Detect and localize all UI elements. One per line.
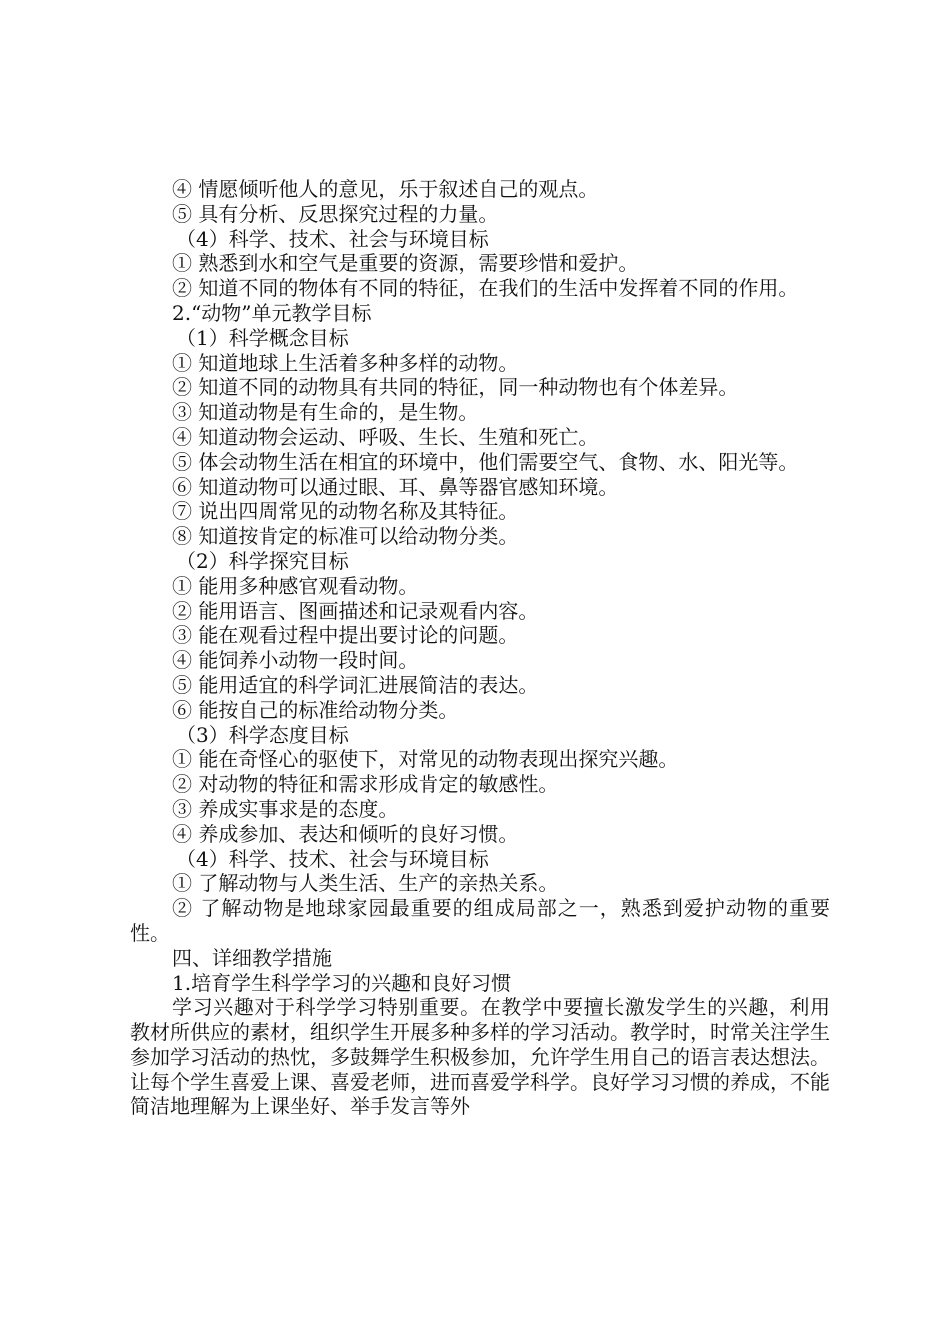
paragraph-line: ⑤ 具有分析、反思探究过程的力量。 — [172, 201, 499, 226]
section-subheading: （3）科学态度目标 — [176, 722, 349, 747]
paragraph-line: ⑤ 能用适宜的科学词汇进展简洁的表达。 — [172, 672, 539, 697]
paragraph-line: ⑤ 体会动物生活在相宜的环境中，他们需要空气、食物、水、阳光等。 — [172, 449, 799, 474]
paragraph-line: ③ 养成实事求是的态度。 — [172, 796, 399, 821]
paragraph-line: ① 知道地球上生活着多种多样的动物。 — [172, 350, 519, 375]
section-subheading: （4）科学、技术、社会与环境目标 — [176, 226, 489, 251]
paragraph-line: ④ 能饲养小动物一段时间。 — [172, 648, 419, 673]
paragraph-line: ① 熟悉到水和空气是重要的资源，需要珍惜和爱护。 — [172, 251, 639, 276]
body-paragraph: 学习兴趣对于科学学习特别重要。在教学中要擅长激发学生的兴趣，利用教材所供应的素材，组织学生开展多种多样的学习活动。教学时，时常关注学生参加学习活动的热忱，多鼓舞学生积极参加，允许学生用自己的语言表达想法。让每个学生喜爱上课、喜爱老师，进而喜爱学科学。良好学习习惯的养成，不能简洁地理解为上课坐好、举手发言等外 — [130, 995, 830, 1119]
paragraph-line: ③ 知道动物是有生命的，是生物。 — [172, 400, 479, 425]
paragraph-line: ⑥ 能按自己的标准给动物分类。 — [172, 697, 459, 722]
paragraph-line: ① 能用多种感官观看动物。 — [172, 573, 419, 598]
paragraph-line: ① 能在奇怪心的驱使下，对常见的动物表现出探究兴趣。 — [172, 747, 679, 772]
section-heading: 2.“动物”单元教学目标 — [172, 300, 372, 325]
section-subheading: （1）科学概念目标 — [176, 325, 349, 350]
paragraph-line: ⑥ 知道动物可以通过眼、耳、鼻等器官感知环境。 — [172, 474, 619, 499]
paragraph-line: ④ 养成参加、表达和倾听的良好习惯。 — [172, 821, 519, 846]
section-heading: 四、详细教学措施 — [172, 945, 332, 970]
document-body — [130, 177, 830, 1119]
paragraph-line: ④ 情愿倾听他人的意见，乐于叙述自己的观点。 — [172, 177, 599, 201]
paragraph-line: ⑧ 知道按肯定的标准可以给动物分类。 — [172, 524, 519, 549]
paragraph-line: ② 知道不同的物体有不同的特征，在我们的生活中发挥着不同的作用。 — [172, 276, 799, 301]
section-subheading: 1.培育学生科学学习的兴趣和良好习惯 — [172, 970, 512, 995]
paragraph-line: ② 了解动物是地球家园最重要的组成局部之一，熟悉到爱护动物的重要性。 — [130, 896, 830, 945]
paragraph-line: ③ 能在观看过程中提出要讨论的问题。 — [172, 623, 519, 648]
paragraph-line: ② 知道不同的动物具有共同的特征，同一种动物也有个体差异。 — [172, 375, 739, 400]
paragraph-line: ② 能用语言、图画描述和记录观看内容。 — [172, 598, 539, 623]
paragraph-line: ② 对动物的特征和需求形成肯定的敏感性。 — [172, 772, 559, 797]
paragraph-line: ④ 知道动物会运动、呼吸、生长、生殖和死亡。 — [172, 424, 599, 449]
paragraph-line: ① 了解动物与人类生活、生产的亲热关系。 — [172, 871, 559, 896]
section-subheading: （4）科学、技术、社会与环境目标 — [176, 846, 489, 871]
paragraph-line: ⑦ 说出四周常见的动物名称及其特征。 — [172, 499, 519, 524]
section-subheading: （2）科学探究目标 — [176, 548, 349, 573]
